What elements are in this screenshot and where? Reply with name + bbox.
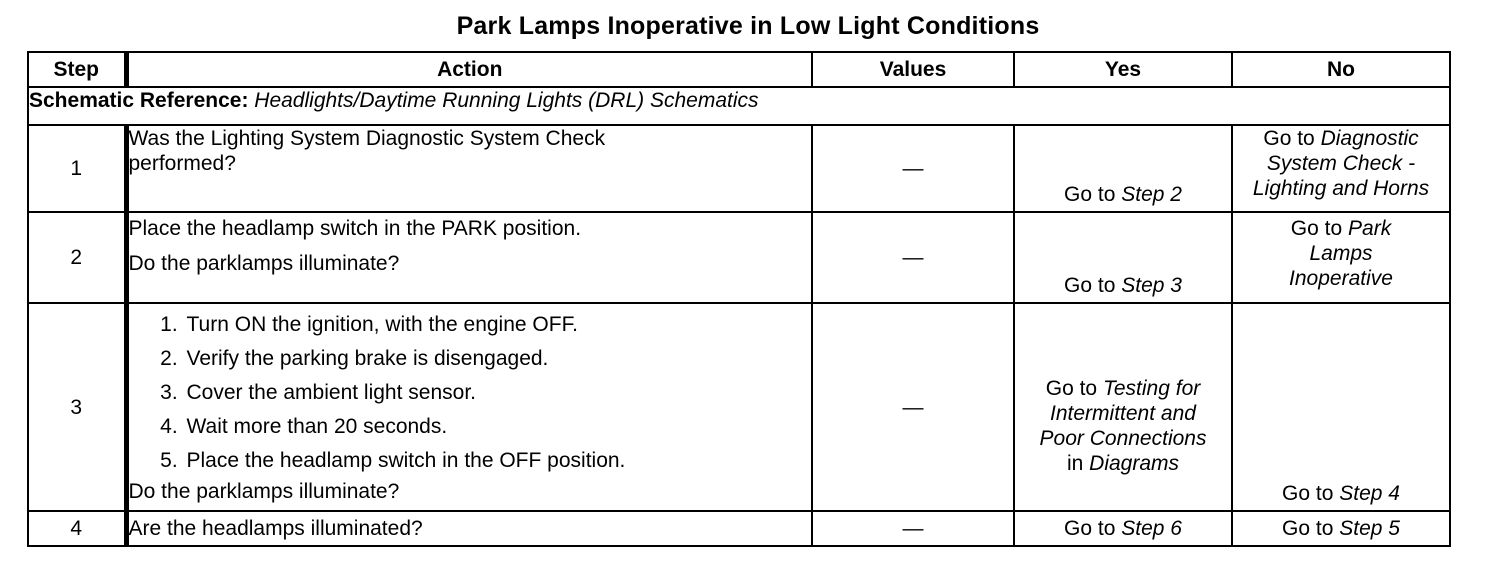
table-row (28, 303, 1450, 511)
step-action (126, 511, 812, 546)
step-yes: Go to Step 3 (1014, 212, 1232, 303)
no-link[interactable]: Step 5 (1339, 517, 1400, 540)
table-row (28, 125, 1450, 212)
no-link-line[interactable]: Inoperative (1289, 267, 1393, 290)
step-yes: Go to Step 6 (1014, 511, 1232, 546)
step-number: 1 (28, 125, 126, 212)
action-line: Was the Lighting System Diagnostic System Check (128, 127, 606, 150)
no-link[interactable]: Step 4 (1339, 482, 1400, 505)
schematic-reference-row (28, 87, 1450, 125)
action-line: Do the parklamps illuminate? (128, 252, 400, 275)
step-no: Go to Step 5 (1232, 511, 1450, 546)
no-link-line[interactable]: Lighting and Horns (1252, 177, 1430, 200)
step-values: — (812, 212, 1014, 303)
header-step: Step (28, 52, 126, 87)
substep: 2. Verify the parking brake is disengaged. (184, 342, 812, 376)
action-line: performed? (128, 152, 236, 175)
values-dash: — (902, 157, 924, 180)
substep: 4. Wait more than 20 seconds. (184, 410, 812, 444)
no-link-line[interactable]: Lamps (1309, 242, 1373, 265)
step-action (126, 303, 812, 511)
substep: 1. Turn ON the ignition, with the engine OFF. (184, 308, 812, 342)
action-line: Place the headlamp switch in the PARK position. (128, 217, 582, 240)
schematic-reference (28, 87, 1450, 125)
step-no: Go to Park Lamps Inoperative (1232, 212, 1450, 303)
table-row (28, 511, 1450, 546)
step-values: — (812, 511, 1014, 546)
step-number: 3 (28, 303, 126, 511)
header-row (28, 52, 1450, 87)
yes-link[interactable]: Step 2 (1121, 183, 1182, 206)
step-number: 4 (28, 511, 126, 546)
yes-link-line[interactable]: Intermittent and (1050, 402, 1196, 425)
schematic-reference-link[interactable]: Headlights/Daytime Running Lights (DRL) Schematics (254, 89, 759, 112)
step-yes: Go to Testing for Intermittent and Poor Connections in Diagrams (1014, 303, 1232, 511)
substep: 5. Place the headlamp switch in the OFF position. (184, 444, 812, 478)
schematic-reference-label: Schematic Reference: (29, 89, 249, 112)
step-values (812, 125, 1014, 212)
no-link[interactable]: Diagnostic (1320, 127, 1419, 150)
step-action (126, 125, 812, 212)
step-no: Go to Diagnostic System Check - Lighting and Horns (1232, 125, 1450, 212)
step-action (126, 212, 812, 303)
header-yes: Yes (1014, 52, 1232, 87)
substep-list (129, 308, 812, 478)
header-action: Action (126, 52, 812, 87)
yes-link[interactable]: Testing for (1102, 377, 1201, 400)
yes-link-line[interactable]: Diagrams (1089, 452, 1180, 475)
diagnostic-table (27, 51, 1451, 547)
action-question: Do the parklamps illuminate? (128, 480, 400, 503)
no-link-line[interactable]: System Check - (1266, 152, 1416, 175)
page-title: Park Lamps Inoperative in Low Light Conditions (456, 12, 1040, 40)
step-number: 2 (28, 212, 126, 303)
yes-link[interactable]: Step 6 (1121, 517, 1182, 540)
header-no: No (1232, 52, 1450, 87)
header-values: Values (812, 52, 1014, 87)
yes-link[interactable]: Step 3 (1121, 274, 1182, 297)
action-line: Are the headlamps illuminated? (128, 517, 423, 540)
step-no: Go to Step 4 (1232, 303, 1450, 511)
step-yes: Go to Step 2 (1014, 125, 1232, 212)
step-values: — (812, 303, 1014, 511)
yes-link-line[interactable]: Poor Connections (1039, 427, 1207, 450)
no-link[interactable]: Park (1348, 217, 1392, 240)
table-row (28, 212, 1450, 303)
substep: 3. Cover the ambient light sensor. (184, 376, 812, 410)
